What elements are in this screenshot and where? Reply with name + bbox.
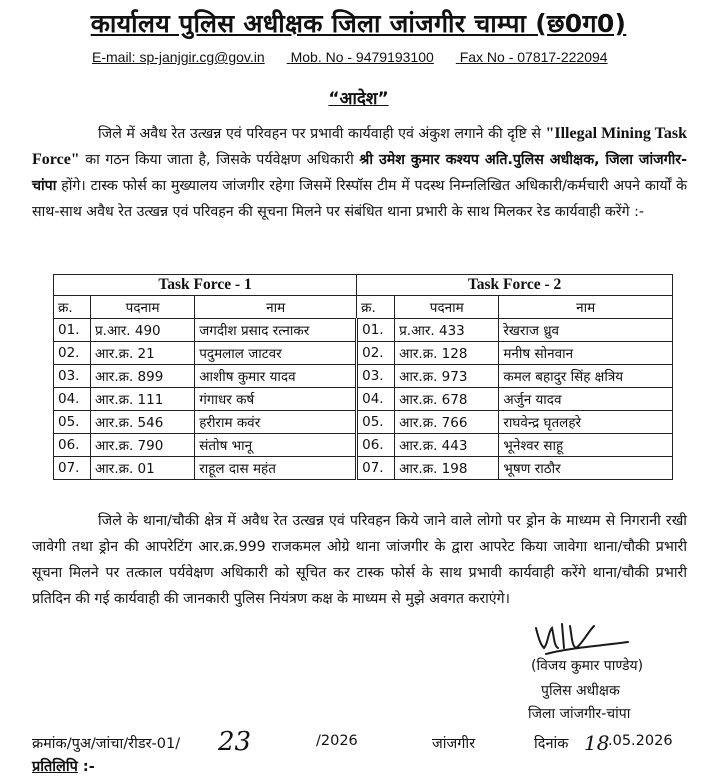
tf1-post: आर.क्र. 111 [91, 388, 195, 411]
tf2-sno: 04. [357, 388, 395, 411]
supervising-officer: श्री उमेश कुमार कश्यप अति.पुलिस अधीक्षक, जिला जांजगीर-चांपा [32, 152, 688, 194]
tf1-post: आर.क्र. 899 [91, 365, 195, 388]
table-row [54, 365, 673, 388]
tf2-sno: 03. [357, 365, 395, 388]
tf1-name: राहूल दास महंत [195, 457, 357, 480]
task-force-table [53, 274, 673, 480]
para1-part1: जिले में अवैध रेत उत्खन्न एवं परिवहन पर प्रभावी कार्यवाही एवं अंकुश लगाने की दृष्टि से [98, 126, 546, 142]
reference-prefix: क्रमांक/पुअ/जांचा/रीडर-01/ [32, 736, 181, 752]
tf2-post: आर.क्र. 443 [395, 434, 499, 457]
col-sno-1: क्र. [54, 296, 91, 319]
col-name-1: नाम [195, 296, 357, 319]
col-post-2: पदनाम [395, 296, 499, 319]
order-paragraph-2: जिले के थाना/चौकी क्षेत्र में अवैध रेत उत्खन्न एवं परिवहन किये जाने वाले लोगो पर ड्रोन के माध्यम से निगरानी रखी जावेगी तथा ड्रोन की आपरेटिंग आर.क्र.999 राजकमल ओग्रे थाना जांजगीर के द्वारा आपरेट किया जावेगा थाना/चौकी प्रभारी सूचना मिलने पर तत्काल पर्यवेक्षण अधिकारी को सूचित कर टास्क फोर्स के साथ प्रभावी कार्यवाही करेंगे थाना/चौकी प्रभारी प्रतिदिन की गई कार्यवाही की जानकारी पुलिस नियंत्रण कक्ष के माध्यम से मुझे अवगत कराएंगे। [32, 513, 687, 607]
tf2-post: आर.क्र. 766 [395, 411, 499, 434]
tf2-name: कमल बहादुर सिंह क्षत्रिय [499, 365, 673, 388]
table-row [54, 319, 673, 342]
tf1-name: गंगाधर कर्ष [195, 388, 357, 411]
tf1-post: प्र.आर. 490 [91, 319, 195, 342]
tf2-post: आर.क्र. 973 [395, 365, 499, 388]
date-day-handwritten: 18 [584, 731, 610, 755]
para1-part3: होंगे। टास्क फोर्स का मुख्यालय जांजगीर रहेगा जिसमें रिस्पॉस टीम में पदस्थ निम्नलिखित अधिकारी/कर्मचारी अपने कार्यों के साथ-साथ अवैध रेत उत्खन्न एवं परिवहन की सूचना मिलने पर संबंधित थाना प्रभारी के साथ मिलकर रेड कार्यवाही करेंगे :- [32, 178, 687, 220]
tf2-post: आर.क्र. 198 [395, 457, 499, 480]
tf2-name: भूनेश्वर साहू [499, 434, 673, 457]
tf2-name: अर्जुन यादव [499, 388, 673, 411]
mobile-text: Mob. No - 9479193100 [290, 49, 434, 65]
table-row [54, 388, 673, 411]
para1-part2: का गठन किया जाता है, जिसके पर्यवेक्षण अधिकारी [79, 152, 360, 168]
tf1-sno: 05. [54, 411, 91, 434]
tf1-post: आर.क्र. 21 [91, 342, 195, 365]
table-header-row [54, 296, 673, 319]
office-title: कार्यालय पुलिस अधीक्षक जिला जांजगीर चाम्पा (छ0ग0) [90, 9, 627, 38]
signatory-designation: पुलिस अधीक्षक [541, 683, 620, 699]
order-paragraph-1 [32, 121, 687, 225]
tf2-sno: 02. [357, 342, 395, 365]
task-force-name: "Illegal Mining Task Force" [32, 125, 688, 168]
signatory-name: (विजय कुमार पाण्डेय) [531, 658, 644, 674]
tf1-post: आर.क्र. 790 [91, 434, 195, 457]
task-force-title-row [54, 275, 673, 296]
tf1-name: पदुमलाल जाटवर [195, 342, 357, 365]
table-row [54, 434, 673, 457]
col-name-2: नाम [499, 296, 673, 319]
tf2-name: मनीष सोनवान [499, 342, 673, 365]
tf2-sno: 05. [357, 411, 395, 434]
order-heading: “आदेश” [328, 89, 389, 109]
reference-number-handwritten: 23 [218, 727, 252, 757]
tf2-post: आर.क्र. 128 [395, 342, 499, 365]
task-force-2-title: Task Force - 2 [357, 275, 673, 296]
copy-to-text: प्रतिलिपि [32, 759, 78, 775]
date-rest: .05.2026 [608, 733, 673, 749]
tf2-post: आर.क्र. 678 [395, 388, 499, 411]
tf1-name: हरीराम कवंर [195, 411, 357, 434]
contact-line [92, 49, 630, 65]
tf1-sno: 07. [54, 457, 91, 480]
tf1-sno: 06. [54, 434, 91, 457]
tf1-post: आर.क्र. 546 [91, 411, 195, 434]
tf2-sno: 06. [357, 434, 395, 457]
signatory-district: जिला जांजगीर-चांपा [528, 706, 631, 722]
col-post-1: पदनाम [91, 296, 195, 319]
tf2-name: राघवेन्द्र घृतलहरे [499, 411, 673, 434]
email-text: E-mail: sp-janjgir.cg@gov.in [92, 49, 265, 65]
tf1-sno: 02. [54, 342, 91, 365]
copy-to-label [32, 756, 95, 776]
task-force-1-title: Task Force - 1 [54, 275, 357, 296]
tf1-name: आशीष कुमार यादव [195, 365, 357, 388]
tf2-name: रेखराज ध्रुव [499, 319, 673, 342]
table-row [54, 411, 673, 434]
place-name: जांजगीर [432, 736, 476, 752]
table-row [54, 457, 673, 480]
tf2-sno: 07. [357, 457, 395, 480]
reference-year: /2026 [316, 733, 358, 749]
tf1-sno: 03. [54, 365, 91, 388]
tf2-post: प्र.आर. 433 [395, 319, 499, 342]
tf2-name: भूषण राठौर [499, 457, 673, 480]
tf1-post: आर.क्र. 01 [91, 457, 195, 480]
tf1-name: जगदीश प्रसाद रत्नाकर [195, 319, 357, 342]
col-sno-2: क्र. [357, 296, 395, 319]
tf1-sno: 01. [54, 319, 91, 342]
copy-to-suffix: :- [77, 759, 95, 775]
tf2-sno: 01. [357, 319, 395, 342]
fax-text: Fax No - 07817-222094 [459, 49, 608, 65]
tf1-sno: 04. [54, 388, 91, 411]
date-label: दिनांक [534, 736, 569, 752]
table-row [54, 342, 673, 365]
tf1-name: संतोष भानू [195, 434, 357, 457]
